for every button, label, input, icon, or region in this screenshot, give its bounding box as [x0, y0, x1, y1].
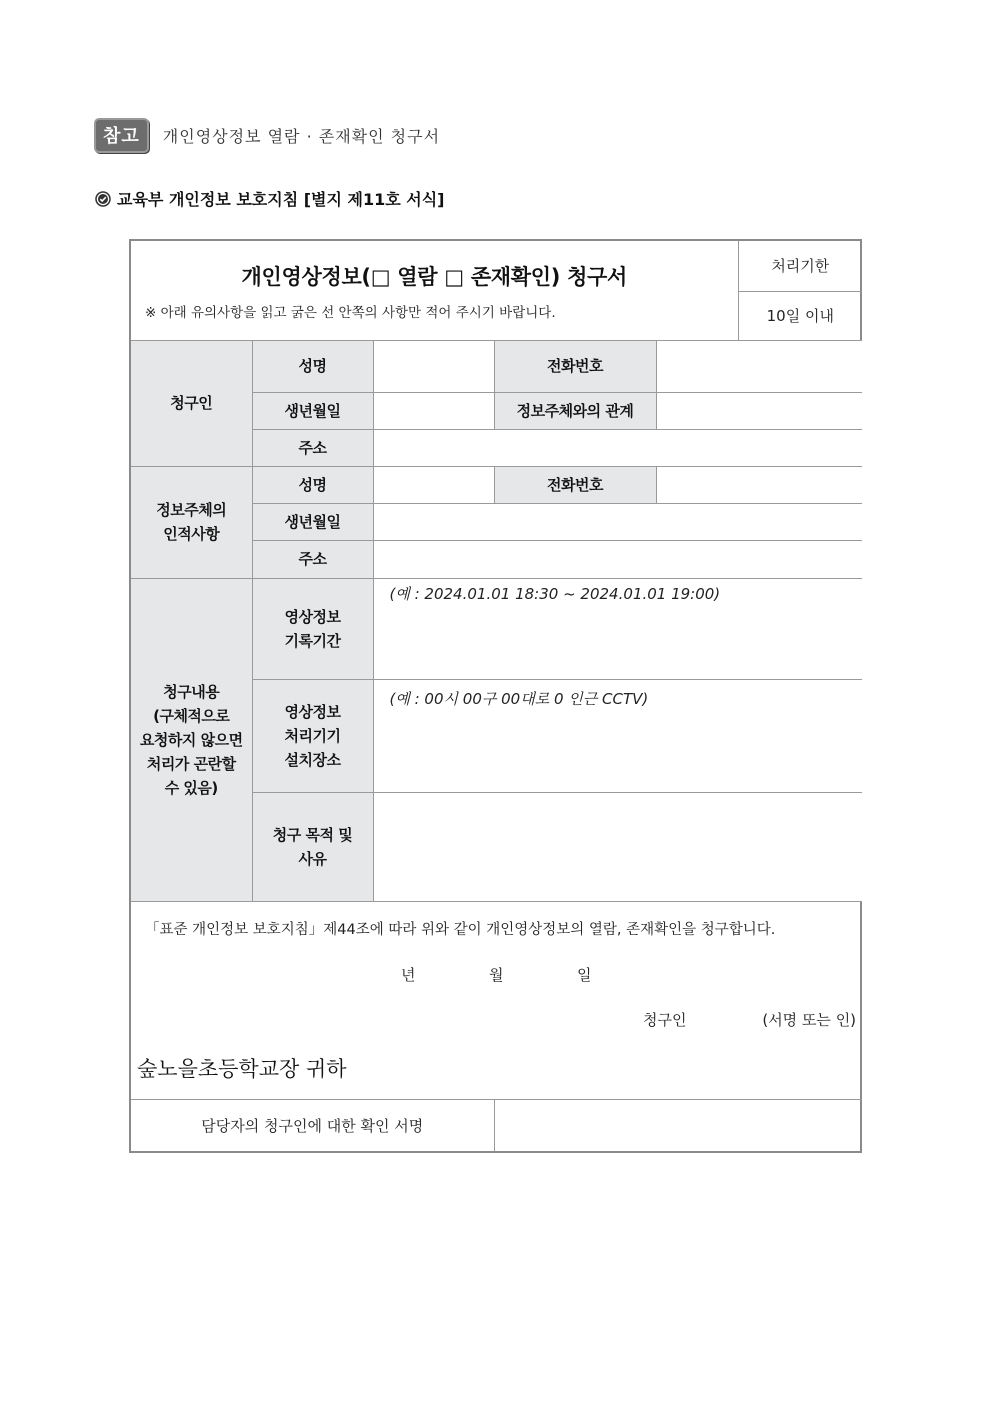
- subject-name-field[interactable]: [373, 466, 494, 503]
- requester-birth-label: 생년월일: [252, 392, 373, 429]
- declaration-section: [131, 901, 862, 1099]
- reference-header: [94, 118, 440, 153]
- subject-birth-field[interactable]: [373, 503, 862, 540]
- form-heading: [131, 241, 738, 340]
- reference-badge: 참고: [94, 118, 149, 153]
- requester-birth-field[interactable]: [373, 392, 494, 429]
- requester-name-label: 성명: [252, 340, 373, 392]
- period-label: 영상정보 기록기간: [252, 578, 373, 679]
- date-line: [401, 964, 592, 985]
- day-label: 일: [577, 965, 592, 984]
- requester-phone-label: 전화번호: [494, 340, 656, 392]
- month-label: 월: [489, 965, 504, 984]
- subject-name-label: 성명: [252, 466, 373, 503]
- addressee: 숲노을초등학교장 귀하: [137, 1056, 347, 1081]
- form-table: [131, 241, 862, 1151]
- subject-section-label: 정보주체의 인적사항: [131, 466, 252, 578]
- requester-address-field[interactable]: [373, 429, 862, 466]
- subject-address-field[interactable]: [373, 540, 862, 578]
- purpose-field[interactable]: [373, 792, 862, 901]
- signature-hint[interactable]: (서명 또는 인): [762, 1010, 857, 1029]
- location-label: 영상정보 처리기기 설치장소: [252, 679, 373, 792]
- confirm-signature-field[interactable]: [494, 1099, 862, 1151]
- purpose-label: 청구 목적 및 사유: [252, 792, 373, 901]
- form-source-text: 교육부 개인정보 보호지침 [별지 제11호 서식]: [117, 190, 445, 209]
- reference-title: 개인영상정보 열람 · 존재확인 청구서: [162, 127, 441, 146]
- deadline-label: 처리기한: [738, 241, 862, 291]
- location-field[interactable]: (예 : 00시 00구 00대로 0 인근 CCTV): [373, 679, 862, 792]
- form-title: 개인영상정보(□ 열람 □ 존재확인) 청구서: [241, 265, 628, 289]
- check-circle-icon: [95, 191, 111, 207]
- requester-phone-field[interactable]: [656, 340, 862, 392]
- request-form: [129, 239, 862, 1153]
- subject-birth-label: 생년월일: [252, 503, 373, 540]
- confirm-label: 담당자의 청구인에 대한 확인 서명: [131, 1099, 494, 1151]
- requester-address-label: 주소: [252, 429, 373, 466]
- year-label: 년: [401, 965, 416, 984]
- subject-phone-label: 전화번호: [494, 466, 656, 503]
- subject-address-label: 주소: [252, 540, 373, 578]
- signer-label: 청구인: [643, 1010, 687, 1029]
- requester-relation-field[interactable]: [656, 392, 862, 429]
- form-source-line: [95, 187, 445, 210]
- deadline-value: 10일 이내: [738, 291, 862, 340]
- requester-section-label: 청구인: [131, 340, 252, 466]
- subject-phone-field[interactable]: [656, 466, 862, 503]
- requester-relation-label: 정보주체와의 관계: [494, 392, 656, 429]
- period-field[interactable]: (예 : 2024.01.01 18:30 ~ 2024.01.01 19:00): [373, 578, 862, 679]
- content-section-label: 청구내용 (구체적으로 요청하지 않으면 처리가 곤란할 수 있음): [131, 578, 252, 901]
- requester-name-field[interactable]: [373, 340, 494, 392]
- form-note: ※ 아래 유의사항을 읽고 굵은 선 안쪽의 사항만 적어 주시기 바랍니다.: [145, 305, 556, 321]
- declaration-text: 「표준 개인정보 보호지침」제44조에 따라 위와 같이 개인영상정보의 열람, 존재확인을 청구합니다.: [145, 921, 776, 938]
